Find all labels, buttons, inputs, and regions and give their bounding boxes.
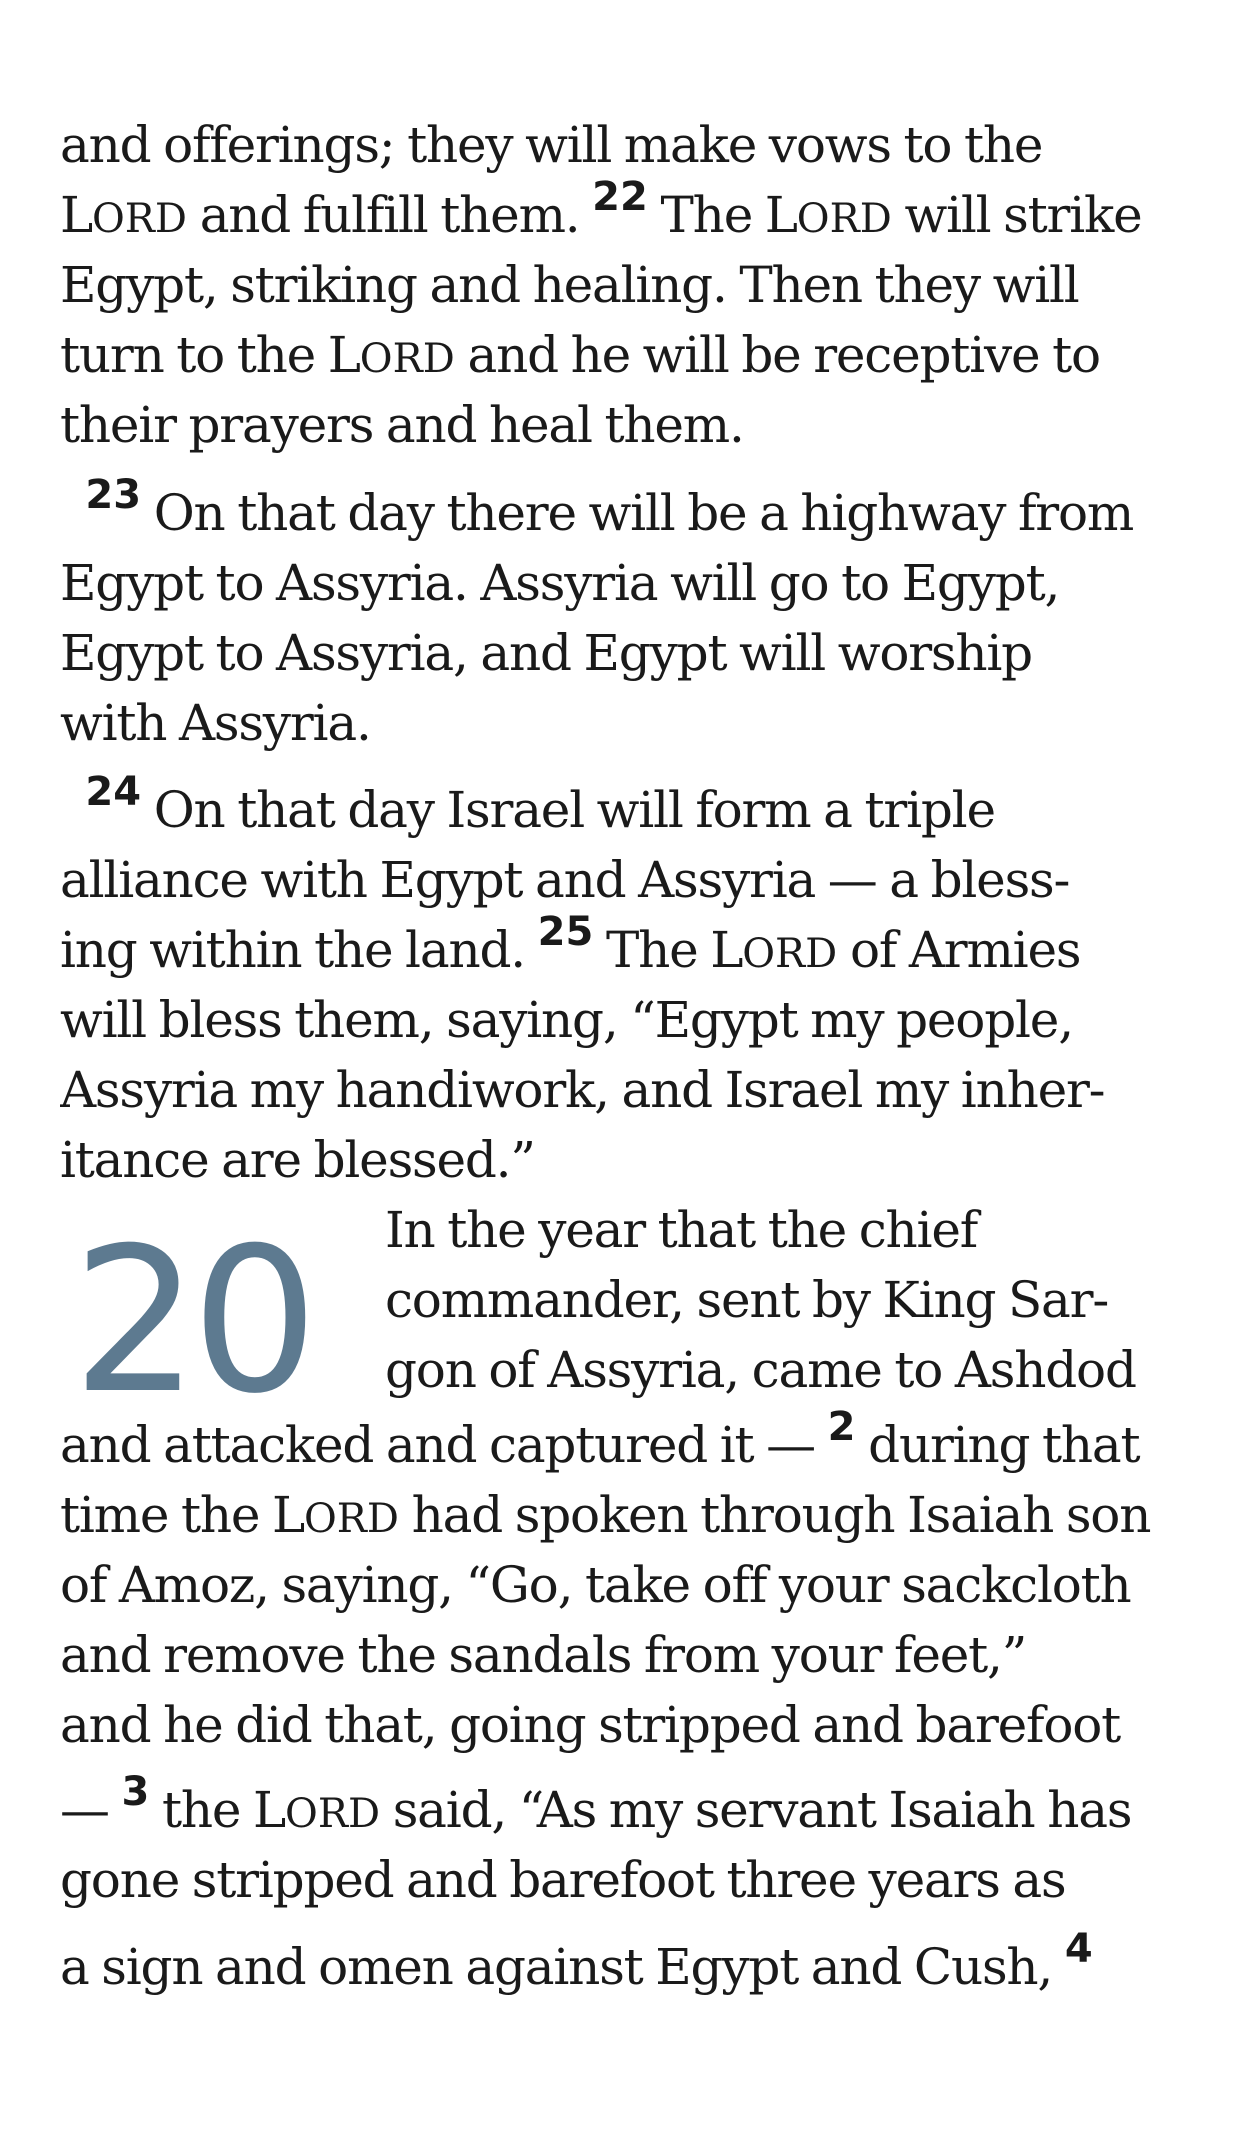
text-line: [60, 1926, 1093, 2002]
text-run: —: [60, 1781, 122, 1839]
text-run: turn to the: [60, 326, 328, 384]
verse-number: 2: [827, 1404, 856, 1450]
text-line: [385, 1271, 1109, 1335]
text-run: will strike: [891, 186, 1142, 244]
scripture-page: [60, 120, 1200, 2110]
text-run: will bless them, saying, “Egypt my people,: [60, 991, 1073, 1049]
text-line: [60, 1061, 1105, 1125]
text-line: [60, 1404, 1140, 1480]
text-run: gon of Assyria, came to Ashdod: [385, 1341, 1136, 1399]
text-line: [60, 472, 1134, 548]
text-run: and remove the sandals from your feet,”: [60, 1626, 1027, 1684]
text-run: The: [593, 921, 711, 979]
text-run: and he will be receptive to: [454, 326, 1100, 384]
divine-name: LORD: [764, 186, 892, 244]
text-line: [60, 769, 995, 845]
divine-name: LORD: [253, 1781, 381, 1839]
text-run: [60, 484, 85, 542]
text-line: [60, 396, 744, 460]
text-run: gone stripped and barefoot three years as: [60, 1851, 1066, 1909]
text-line: [60, 174, 1142, 250]
text-run: with Assyria.: [60, 694, 371, 752]
text-line: [60, 1696, 1121, 1760]
text-run: said, “As my servant Isaiah has: [380, 1781, 1132, 1839]
text-run: On that day Israel will form a triple: [141, 781, 995, 839]
text-run: their prayers and heal them.: [60, 396, 744, 454]
divine-name: LORD: [327, 326, 455, 384]
text-run: ing within the land.: [60, 921, 538, 979]
text-line: [60, 694, 371, 758]
text-run: The: [647, 186, 765, 244]
text-run: during that: [855, 1416, 1140, 1474]
text-line: [385, 1341, 1136, 1405]
text-line: [60, 909, 1081, 985]
verse-number: 23: [85, 472, 142, 518]
text-line: [60, 120, 1042, 180]
text-run: the: [149, 1781, 254, 1839]
text-line: [60, 991, 1073, 1055]
text-run: of Amoz, saying, “Go, take off your sackcloth: [60, 1556, 1131, 1614]
verse-number: 4: [1064, 1926, 1093, 1972]
verse-number: 24: [85, 769, 142, 815]
text-line: [60, 1851, 1066, 1915]
text-line: [60, 851, 1070, 915]
chapter-number: 20: [72, 1205, 311, 1438]
text-run: Egypt, striking and healing. Then they will: [60, 256, 1079, 314]
text-run: itance are blessed.”: [60, 1131, 535, 1189]
text-line: [60, 326, 1100, 390]
text-run: and offerings; they will make vows to the: [60, 120, 1043, 174]
text-line: [60, 1556, 1131, 1620]
verse-number: 3: [121, 1769, 150, 1815]
text-run: Egypt to Assyria, and Egypt will worship: [60, 624, 1032, 682]
verse-number: 22: [592, 174, 648, 220]
text-line: [60, 1769, 1132, 1845]
verse-number: 25: [537, 909, 594, 955]
text-line: [60, 1626, 1027, 1690]
text-run: had spoken through Isaiah son: [398, 1486, 1151, 1544]
text-run: a sign and omen against Egypt and Cush,: [60, 1938, 1065, 1996]
text-line: [385, 1201, 978, 1265]
text-run: and he did that, going stripped and barefoot: [60, 1696, 1121, 1754]
text-run: Egypt to Assyria. Assyria will go to Egypt,: [60, 554, 1060, 612]
text-line: [60, 554, 1060, 618]
text-line: [60, 624, 1032, 688]
text-line: [60, 256, 1079, 320]
text-line: [60, 1486, 1151, 1550]
divine-name: LORD: [710, 921, 838, 979]
text-run: [60, 781, 85, 839]
text-run: time the: [60, 1486, 272, 1544]
text-run: of Armies: [837, 921, 1081, 979]
text-run: Assyria my handiwork, and Israel my inher-: [60, 1061, 1105, 1119]
text-run: On that day there will be a highway from: [141, 484, 1134, 542]
text-line: [60, 1131, 535, 1195]
text-run: In the year that the chief: [385, 1201, 978, 1259]
text-run: and fulfill them.: [187, 186, 593, 244]
divine-name: LORD: [60, 186, 187, 244]
divine-name: LORD: [271, 1486, 399, 1544]
text-run: alliance with Egypt and Assyria — a bless-: [60, 851, 1070, 909]
text-run: commander, sent by King Sar-: [385, 1271, 1109, 1329]
text-run: and attacked and captured it —: [60, 1416, 828, 1474]
